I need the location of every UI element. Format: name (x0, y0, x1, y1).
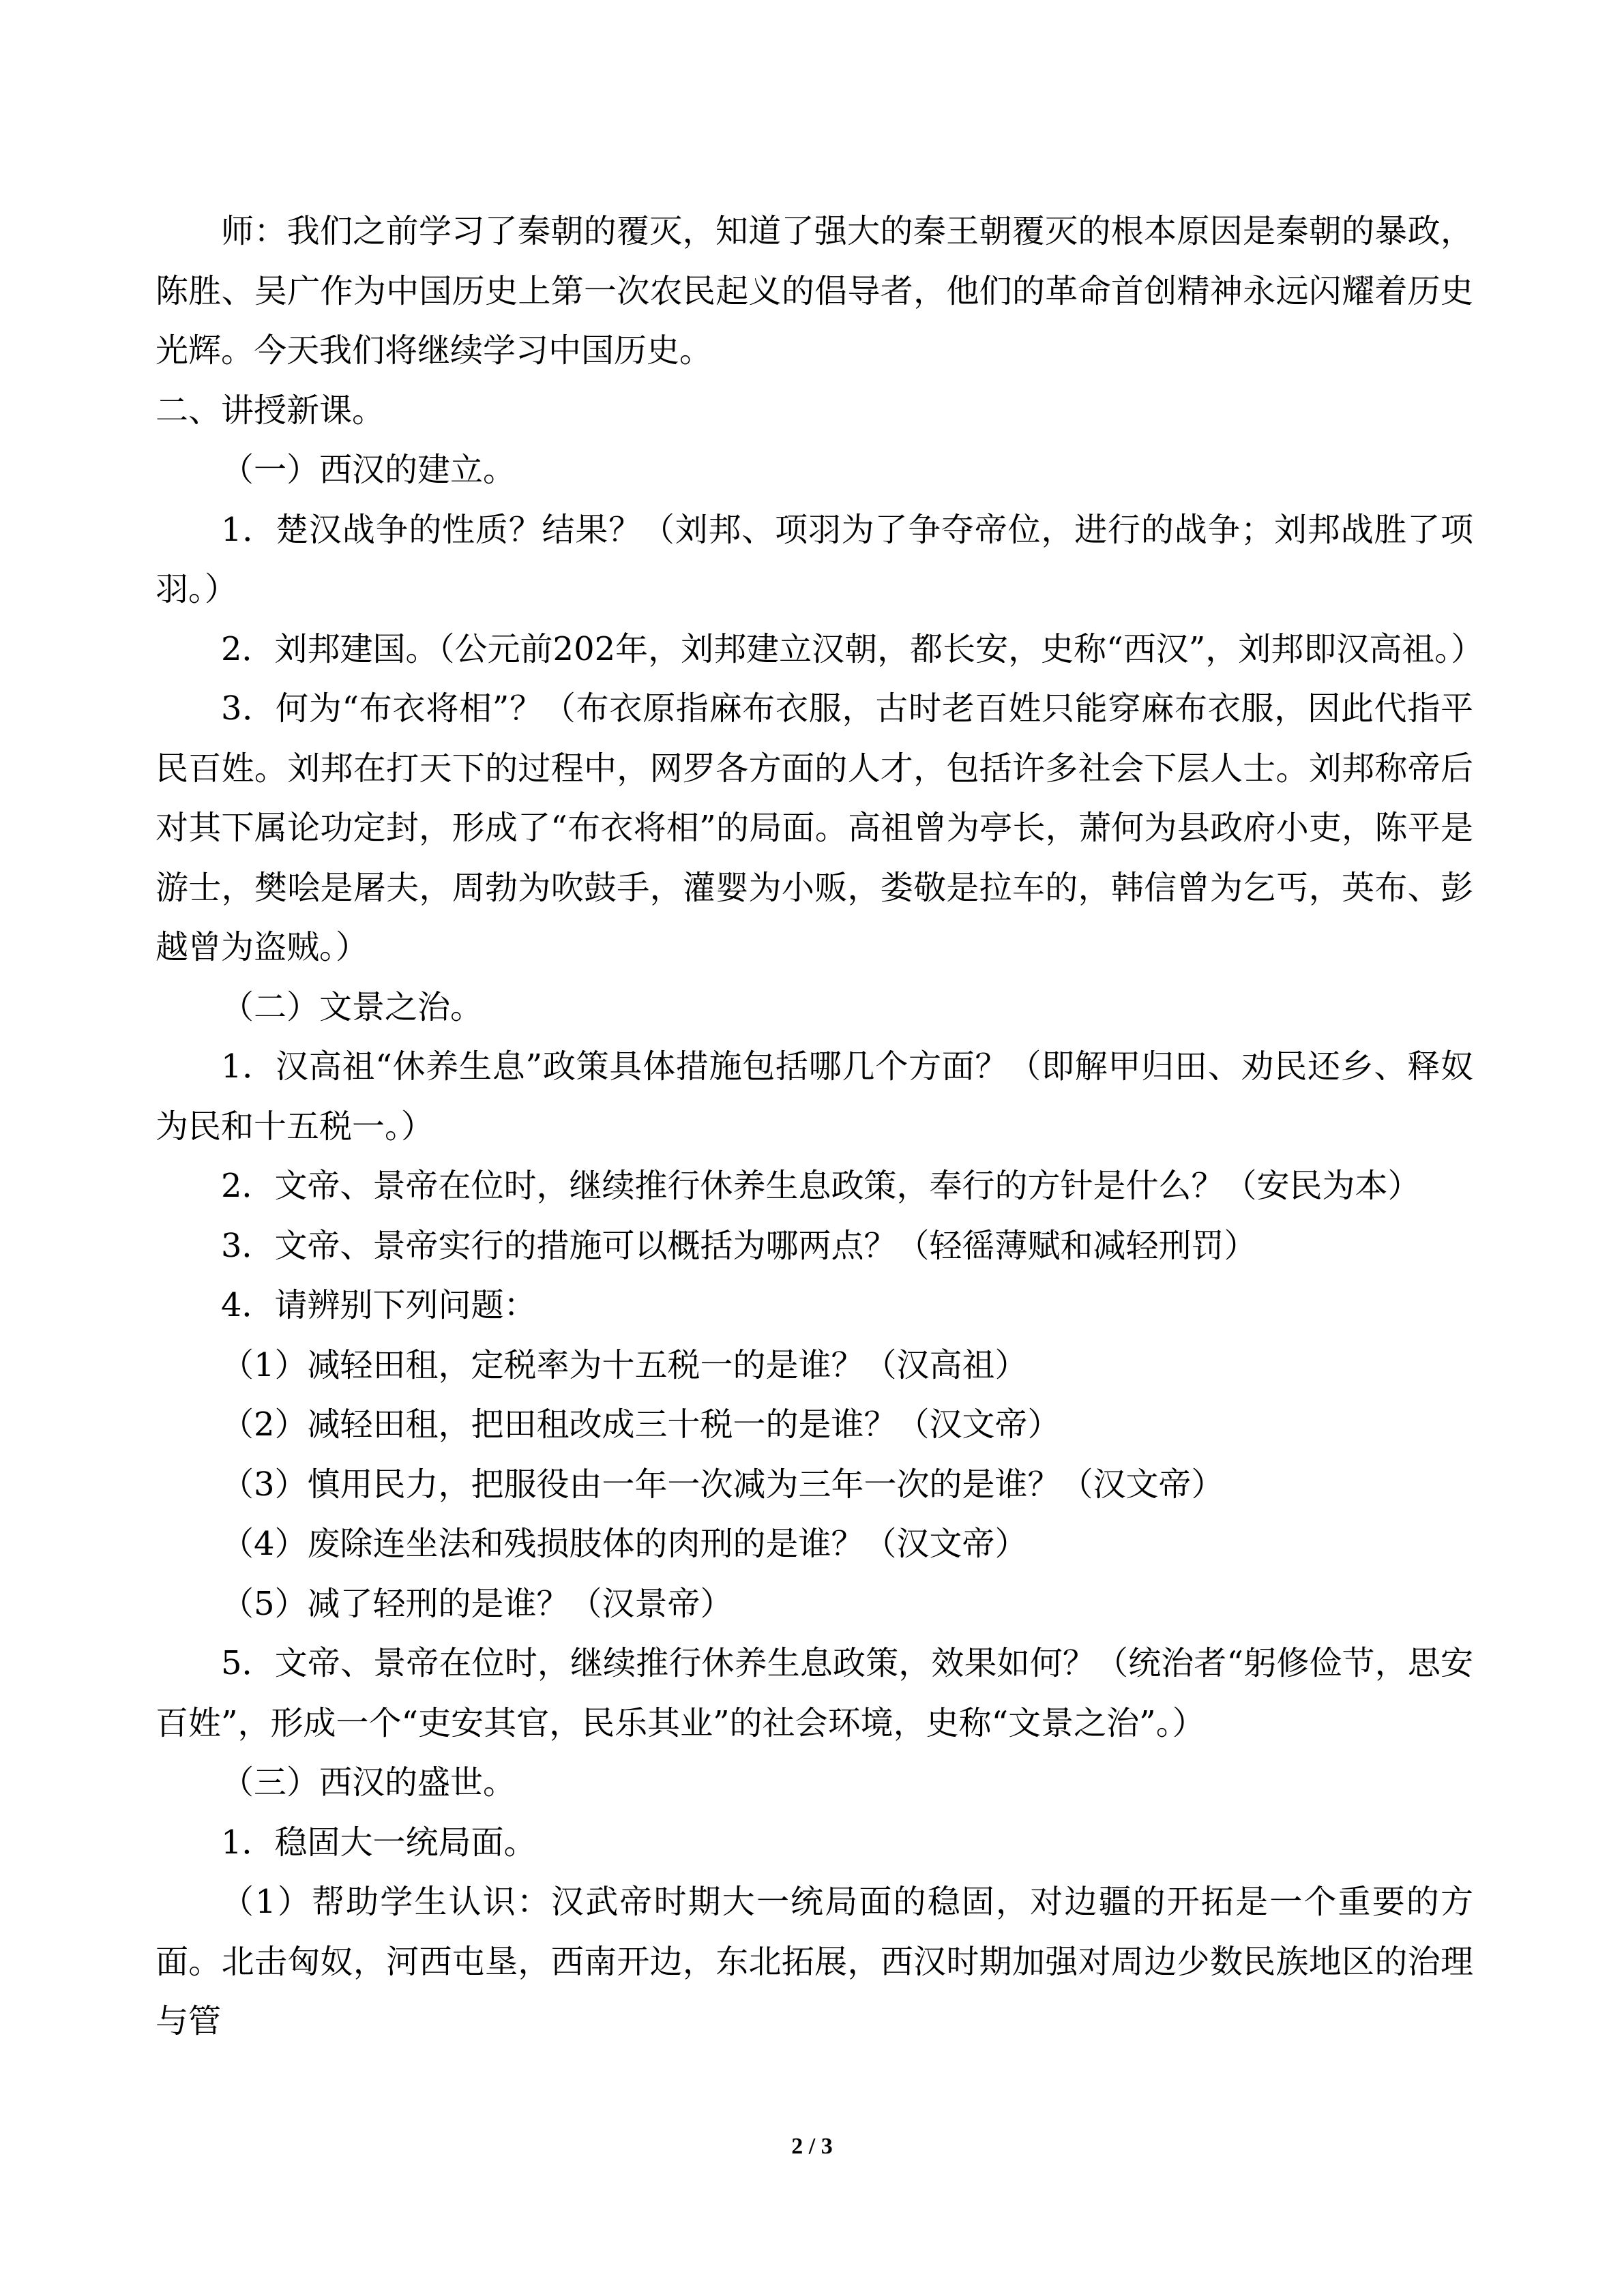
sub-question-item: （5）减了轻刑的是谁？（汉景帝） (221, 1584, 733, 1623)
question-item: 3．何为“布衣将相”？（布衣原指麻布衣服，古时老百姓只能穿麻布衣服，因此代指平民百姓。刘邦在打天下的过程中，网罗各方面的人才，包括许多社会下层人士。刘邦称帝后对其下属论功定封，形成了“布衣将相”的局面。高祖曾为亭长，萧何为县政府小吏，陈平是游士，樊哙是屠夫，周勃为吹鼓手，灌婴为小贩，娄敬是拉车的，韩信曾为乞丐，英布、彭越曾为盗贼。） (156, 689, 1473, 966)
question-item: 1．楚汉战争的性质？结果？（刘邦、项羽为了争夺帝位，进行的战争；刘邦战胜了项羽。） (156, 510, 1473, 608)
question-item: 3．文帝、景帝实行的措施可以概括为哪两点？（轻徭薄赋和减轻刑罚） (221, 1226, 1257, 1265)
sub-question-item: （1）帮助学生认识：汉武帝时期大一统局面的稳固，对边疆的开拓是一个重要的方面。北击匈奴，河西屯垦，西南开边，东北拓展，西汉时期加强对周边少数民族地区的治理与管 (156, 1883, 1473, 2040)
document-body (156, 202, 1484, 2052)
question-item: 1．汉高祖“休养生息”政策具体措施包括哪几个方面？（即解甲归田、劝民还乡、释奴为民和十五税一。） (156, 1047, 1473, 1146)
question-item: 1．稳固大一统局面。 (221, 1823, 537, 1862)
subsection-heading-western-han-prosperity: （三）西汉的盛世。 (221, 1763, 516, 1802)
section-heading-new-lesson: 二、讲授新课。 (156, 391, 385, 430)
subsection-heading-western-han-founding: （一）西汉的建立。 (221, 451, 516, 489)
page-number: 2 / 3 (791, 2134, 833, 2159)
question-item: 2．文帝、景帝在位时，继续推行休养生息政策，奉行的方针是什么？（安民为本） (221, 1167, 1421, 1205)
question-item: 5．文帝、景帝在位时，继续推行休养生息政策，效果如何？（统治者“躬修俭节，思安百姓”，形成一个“吏安其官，民乐其业”的社会环境，史称“文景之治”。） (156, 1644, 1473, 1742)
sub-question-item: （3）慎用民力，把服役由一年一次减为三年一次的是谁？（汉文帝） (221, 1465, 1224, 1504)
question-item: 2．刘邦建国。（公元前202年，刘邦建立汉朝，都长安，史称“西汉”，刘邦即汉高祖。） (221, 629, 1484, 668)
question-item: 4．请辨别下列问题： (221, 1286, 537, 1324)
paragraph-intro: 师：我们之前学习了秦朝的覆灭，知道了强大的秦王朝覆灭的根本原因是秦朝的暴政，陈胜、吴广作为中国历史上第一次农民起义的倡导者，他们的革命首创精神永远闪耀着历史光辉。今天我们将继续学习中国历史。 (156, 212, 1473, 370)
sub-question-item: （2）减轻田租，把田租改成三十税一的是谁？（汉文帝） (221, 1405, 1061, 1444)
sub-question-item: （1）减轻田租，定税率为十五税一的是谁？（汉高祖） (221, 1345, 1028, 1384)
sub-question-item: （4）废除连坐法和残损肢体的肉刑的是谁？（汉文帝） (221, 1525, 1028, 1563)
subsection-heading-wenjing-rule: （二）文景之治。 (221, 987, 484, 1026)
